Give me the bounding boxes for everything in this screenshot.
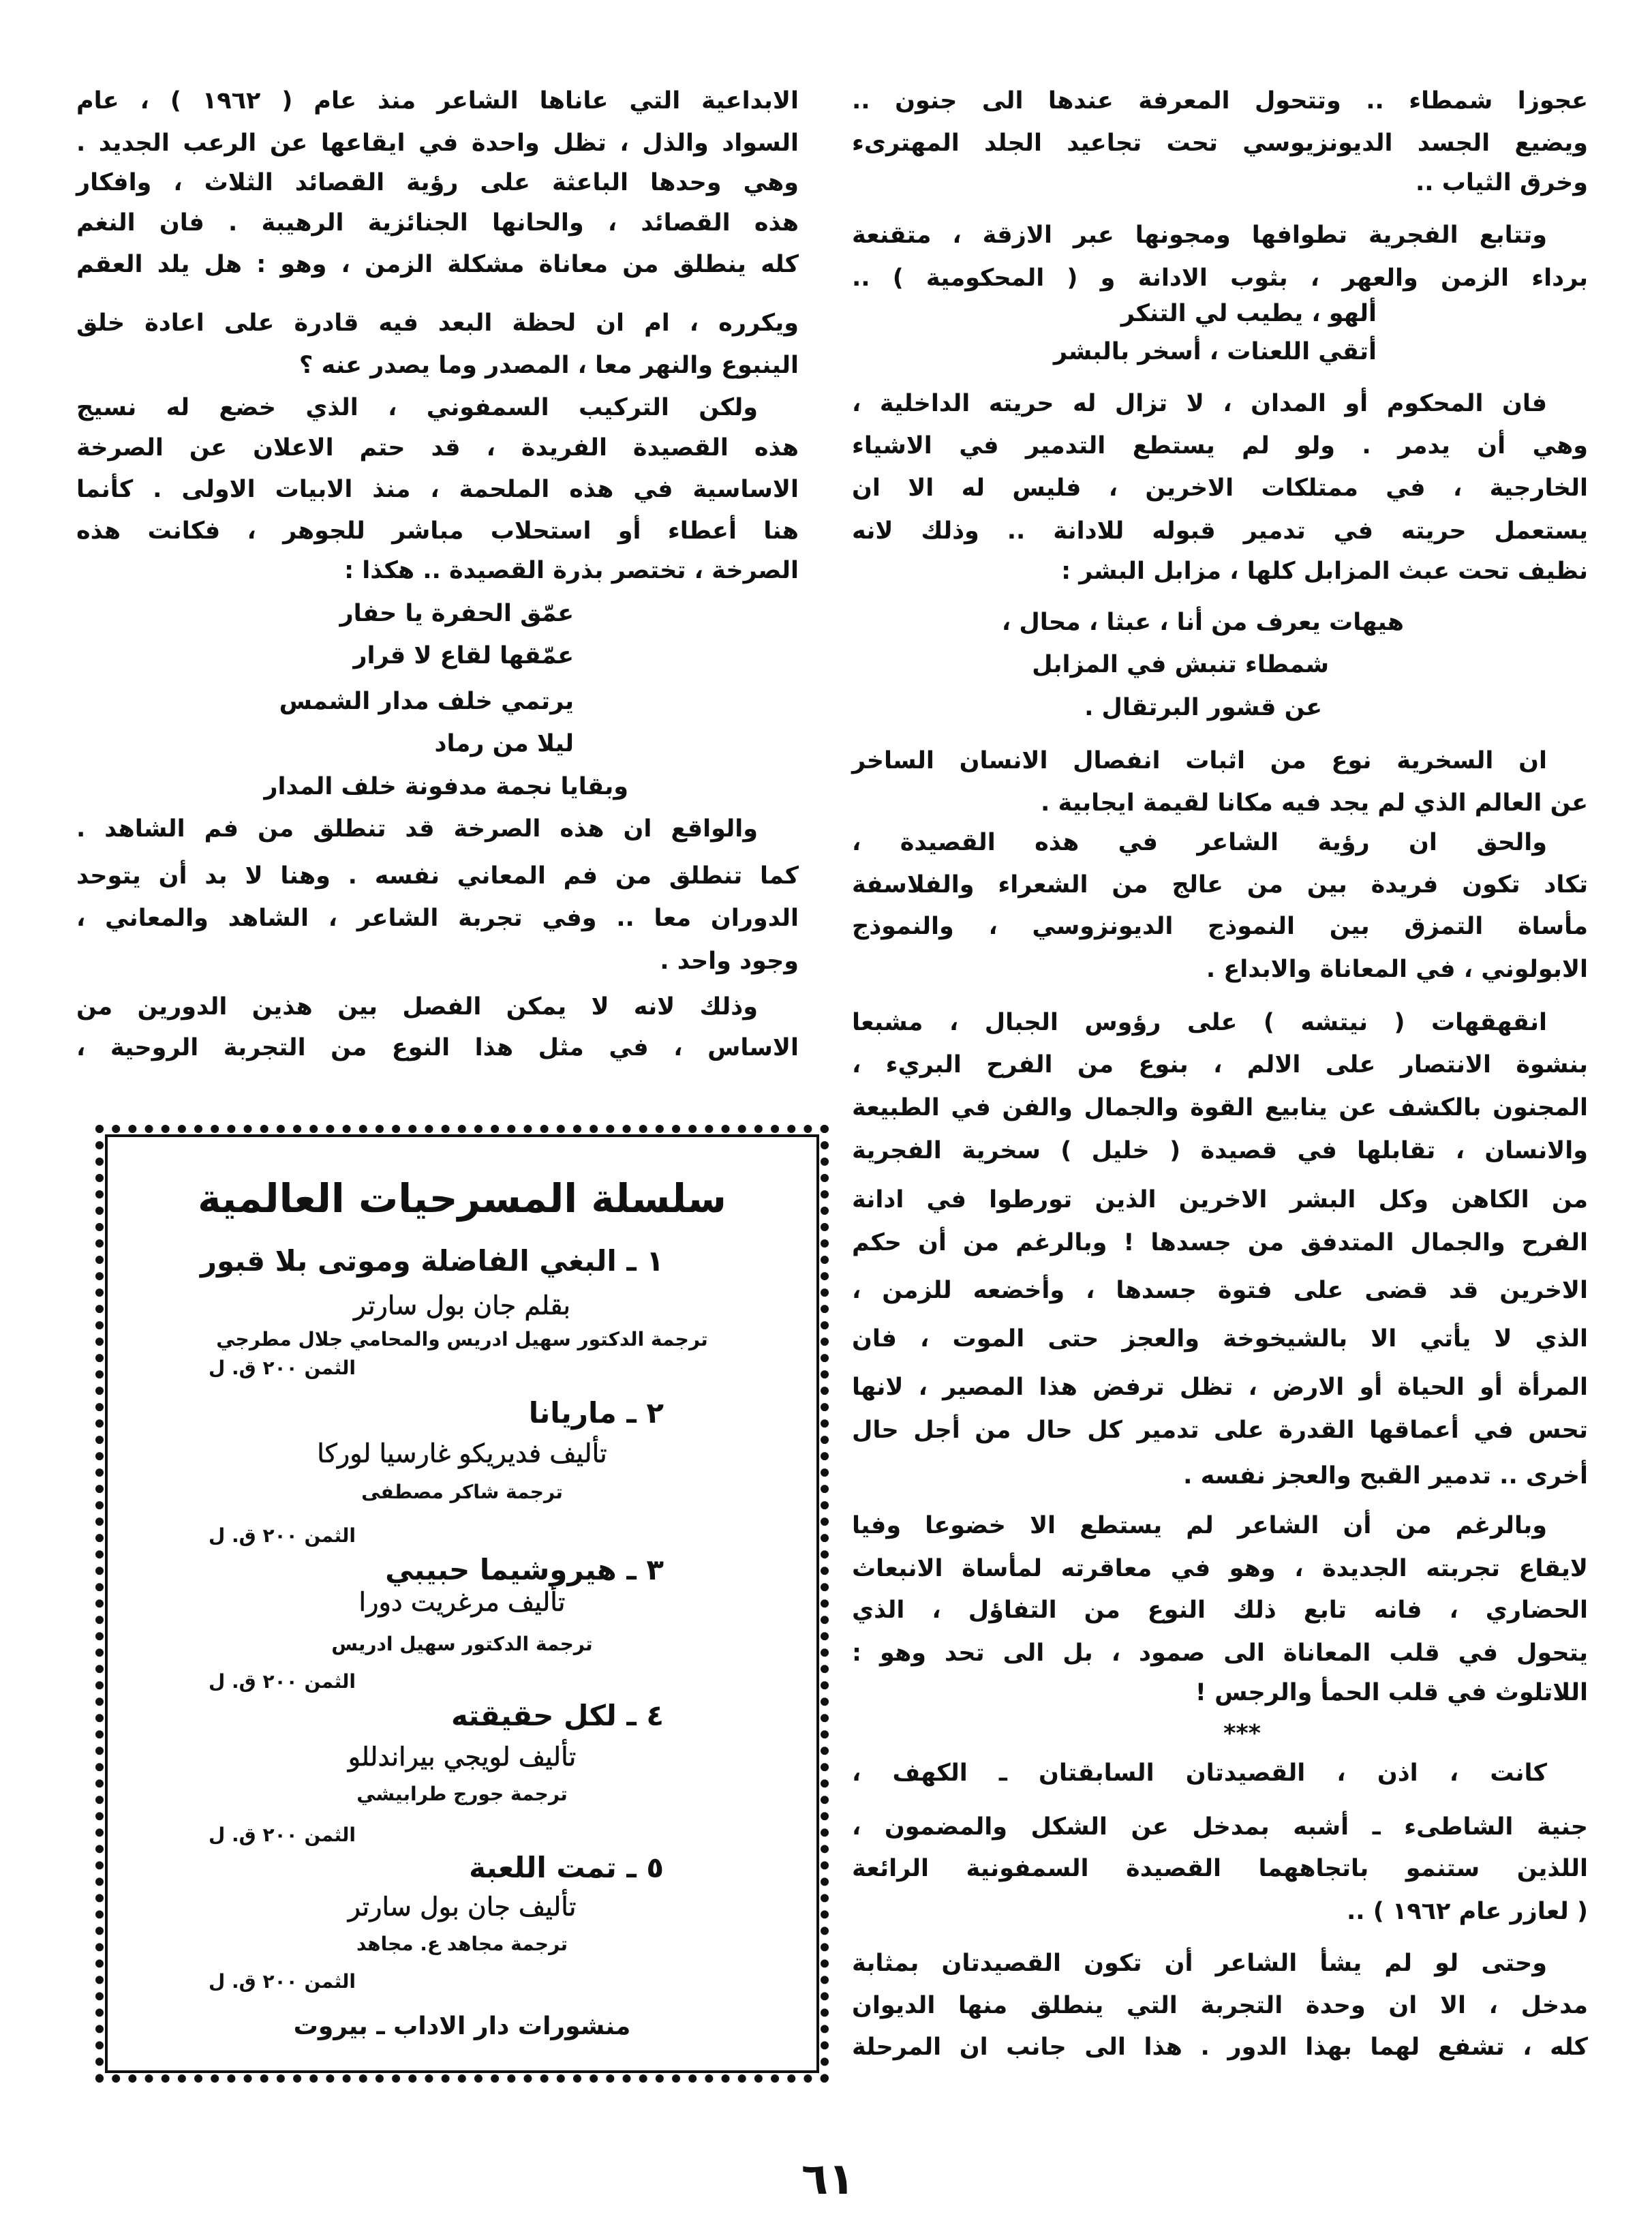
- ad-item-title: ٥ ـ تمت اللعبة: [469, 1851, 664, 1884]
- text-line: وتتابع الفجرية تطوافها ومجونها عبر الازقة ، متقنعة: [852, 222, 1547, 249]
- text-line: كانت ، اذن ، القصيدتان السابقتان ـ الكهف ،: [852, 1759, 1547, 1787]
- verse-line: ألهو ، يطيب لي التنكر: [1120, 300, 1377, 327]
- verse-line: شمطاء تنبش في المزابل: [1032, 651, 1329, 678]
- text-line: كما تنطلق من فم المعاني نفسه . وهنا لا بد أن يتوحد: [76, 862, 799, 890]
- text-line: السواد والذل ، تظل واحدة في ايقاعها عن الرعب الجديد .: [76, 130, 799, 157]
- verse-line: وبقايا نجمة مدفونة خلف المدار: [264, 773, 628, 800]
- page-number: ٦١: [801, 2154, 855, 2205]
- text-line: كله ، تشفع لهما بهذا الدور . هذا الى جانب ان المرحلة: [852, 2034, 1588, 2061]
- ad-item-title: ٢ ـ ماريانا: [528, 1396, 664, 1430]
- article-column-left: [76, 0, 799, 1091]
- text-line: ويضيع الجسد الديونزيوسي تحت تجاعيد الجلد المهترىء: [852, 130, 1588, 157]
- verse-line: عمّق الحفرة يا حفار: [339, 600, 574, 627]
- text-line: عن العالم الذي لم يجد فيه مكانا لقيمة ايجابية .: [1041, 789, 1588, 817]
- text-line: والواقع ان هذه الصرخة قد تنطلق من فم الشاهد .: [76, 815, 758, 843]
- series-advertisement-box: [95, 1125, 829, 2083]
- text-line: وبالرغم من أن الشاعر لم يستطع الا خضوعا وفيا: [852, 1512, 1547, 1539]
- ad-item-translator: ترجمة الدكتور سهيل ادريس: [331, 1633, 593, 1655]
- text-line: وذلك لانه لا يمكن الفصل بين هذين الدورين من: [76, 993, 758, 1021]
- verse-line: هيهات يعرف من أنا ، عبثا ، محال ،: [1001, 609, 1404, 636]
- text-line: ان السخرية نوع من اثبات انفصال الانسان الساخر: [852, 747, 1547, 774]
- text-line: وهي أن يدمر . ولو لم يستطع التدمير في الاشياء: [852, 432, 1588, 459]
- text-line: بنشوة الانتصار على الالم ، بنوع من الفرح البريء ،: [852, 1051, 1588, 1078]
- ad-item-title: ٣ ـ هيروشيما حبيبي: [385, 1553, 664, 1586]
- text-line: هذه القصائد ، والحانها الجنائزية الرهيبة . فان النغم: [76, 209, 799, 237]
- ad-item-translator: ترجمة شاكر مصطفى: [361, 1481, 563, 1503]
- text-line: وخرق الثياب ..: [1415, 169, 1588, 196]
- text-line: الدوران معا .. وفي تجربة الشاعر ، الشاهد والمعاني ،: [76, 905, 799, 932]
- verse-line: عمّقها لقاع لا قرار: [353, 642, 574, 669]
- text-line: برداء الزمن والعهر ، بثوب الادانة و ( المحكومية ) ..: [852, 265, 1588, 292]
- text-line: المرأة أو الحياة أو الارض ، تظل ترفض هذا المصير ، لانها: [852, 1374, 1588, 1401]
- ad-item-price: الثمن ٢٠٠ ق. ل: [208, 1824, 356, 1846]
- ad-item-price: الثمن ٢٠٠ ق. ل: [208, 1357, 356, 1379]
- article-column-right: [852, 0, 1588, 2113]
- text-line: الابولوني ، في المعاناة والابداع .: [1206, 956, 1588, 983]
- text-line: مأساة التمزق بين النموذج الديونزوسي ، والنموذج: [852, 913, 1588, 940]
- text-line: وجود واحد .: [660, 948, 799, 975]
- verse-line: يرتمي خلف مدار الشمس: [279, 688, 574, 715]
- text-line: يتحول في قلب المعاناة الى صمود ، بل الى تحد وهو :: [852, 1640, 1588, 1667]
- ad-item-author: تأليف لويجي بيراندللو: [348, 1742, 577, 1772]
- text-line: عجوزا شمطاء .. وتتحول المعرفة عندها الى جنون ..: [852, 87, 1588, 115]
- ad-item-price: الثمن ٢٠٠ ق. ل: [208, 1970, 356, 1993]
- text-line: أخرى .. تدمير القبح والعجز نفسه .: [1183, 1462, 1588, 1490]
- verse-line: ***: [1223, 1720, 1261, 1747]
- text-line: اللذين ستنمو باتجاههما القصيدة السمفونية الرائعة: [852, 1855, 1588, 1882]
- text-line: الينبوع والنهر معا ، المصدر وما يصدر عنه ؟: [299, 352, 799, 379]
- verse-line: ليلا من رماد: [434, 730, 574, 757]
- text-line: ( لعازر عام ١٩٦٢ ) ..: [1346, 1898, 1588, 1925]
- ad-item-translator: ترجمة مجاهد ع. مجاهد: [356, 1933, 568, 1955]
- text-line: الاساسية في هذه الملحمة ، منذ الابيات الاولى . كأنما: [76, 476, 799, 503]
- text-line: الذي لا يأتي الا بالشيخوخة والعجز حتى الموت ، فان: [852, 1325, 1588, 1353]
- text-line: تكاد تكون فريدة بين من عالج من الشعراء والفلاسفة: [852, 871, 1588, 898]
- text-line: الصرخة ، تختصر بذرة القصيدة .. هكذا :: [344, 557, 799, 584]
- verse-line: عن قشور البرتقال .: [1084, 694, 1322, 721]
- text-line: الحضاري ، فانه تابع ذلك النوع من التفاؤل ، الذي: [852, 1597, 1588, 1624]
- text-line: الابداعية التي عاناها الشاعر منذ عام ( ١٩٦٢ ) ، عام: [76, 87, 799, 115]
- text-line: الفرح والجمال المتدفق من جسدها ! وبالرغم من أن حكم: [852, 1229, 1588, 1256]
- ad-item-price: الثمن ٢٠٠ ق. ل: [208, 1524, 356, 1547]
- text-line: الاخرين قد قضى على فتوة جسدها ، وأخضعه للزمن ،: [852, 1277, 1588, 1304]
- text-line: تحس في أعماقها القدرة على تدمير كل حال من أجل حال: [852, 1417, 1588, 1444]
- ad-item-author: تأليف فديريكو غارسيا لوركا: [317, 1438, 607, 1468]
- text-line: هنا أعطاء أو استحلاب مباشر للجوهر ، فكانت هذه: [76, 517, 799, 545]
- text-line: هذه القصيدة الفريدة ، قد حتم الاعلان عن الصرخة: [76, 434, 799, 462]
- ad-item-author: بقلم جان بول سارتر: [353, 1290, 570, 1320]
- ad-item-translator: ترجمة جورج طرابيشي: [356, 1783, 568, 1805]
- ad-title: سلسلة المسرحيات العالمية: [198, 1175, 726, 1222]
- ad-item-title: ١ ـ البغي الفاضلة وموتى بلا قبور: [200, 1244, 664, 1278]
- text-line: اللاتلوث في قلب الحمأ والرجس !: [1195, 1679, 1588, 1706]
- text-line: ويكرره ، ام ان لحظة البعد فيه قادرة على اعادة خلق: [76, 309, 799, 337]
- ad-item-author: تأليف مرغريت دورا: [358, 1587, 566, 1617]
- text-line: الخارجية ، في ممتلكات الاخرين ، فليس له الا ان: [852, 474, 1588, 502]
- ad-item-translator: ترجمة الدكتور سهيل ادريس والمحامي جلال مطرجي: [216, 1328, 708, 1350]
- text-line: نظيف تحت عبث المزابل كلها ، مزابل البشر :: [1061, 558, 1588, 585]
- text-line: كله ينطلق من معاناة مشكلة الزمن ، وهو : هل يلد العقم: [76, 251, 799, 278]
- text-line: انقهقهات ( نيتشه ) على رؤوس الجبال ، مشبعا: [852, 1009, 1547, 1036]
- text-line: من الكاهن وكل البشر الاخرين الذين تورطوا في ادانة: [852, 1186, 1588, 1213]
- text-line: المجنون بالكشف عن ينابيع القوة والجمال والفن في الطبيعة: [852, 1094, 1588, 1121]
- text-line: الاساس ، في مثل هذا النوع من التجربة الروحية ،: [76, 1034, 799, 1061]
- text-line: ولكن التركيب السمفوني ، الذي خضع له نسيج: [76, 394, 758, 421]
- verse-line: أتقي اللعنات ، أسخر بالبشر: [1053, 338, 1377, 365]
- text-line: وحتى لو لم يشأ الشاعر أن تكون القصيدتان بمثابة: [852, 1950, 1547, 1977]
- text-line: جنية الشاطىء ـ أشبه بمدخل عن الشكل والمضمون ،: [852, 1813, 1588, 1841]
- ad-item-title: ٤ ـ لكل حقيقته: [450, 1699, 664, 1732]
- text-line: فان المحكوم أو المدان ، لا تزال له حريته الداخلية ،: [852, 390, 1547, 417]
- text-line: والانسان ، تقابلها في قصيدة ( خليل ) سخرية الفجرية: [852, 1137, 1588, 1164]
- text-line: والحق ان رؤية الشاعر في هذه القصيدة ،: [852, 829, 1547, 856]
- text-line: مدخل ، الا ان وحدة التجربة التي ينطلق منها الديوان: [852, 1992, 1588, 2019]
- text-line: وهي وحدها الباعثة على رؤية القصائد الثلاث ، وافكار: [76, 169, 799, 196]
- ad-publisher: منشورات دار الاداب ـ بيروت: [293, 2012, 631, 2040]
- ad-item-price: الثمن ٢٠٠ ق. ل: [208, 1670, 356, 1693]
- text-line: لايقاع تجربته الجديدة ، وهو في معاقرته لمأساة الانبعاث: [852, 1555, 1588, 1582]
- ad-item-author: تأليف جان بول سارتر: [348, 1892, 577, 1922]
- text-line: يستعمل حريته في تدمير قبوله للادانة .. وذلك لانه: [852, 517, 1588, 545]
